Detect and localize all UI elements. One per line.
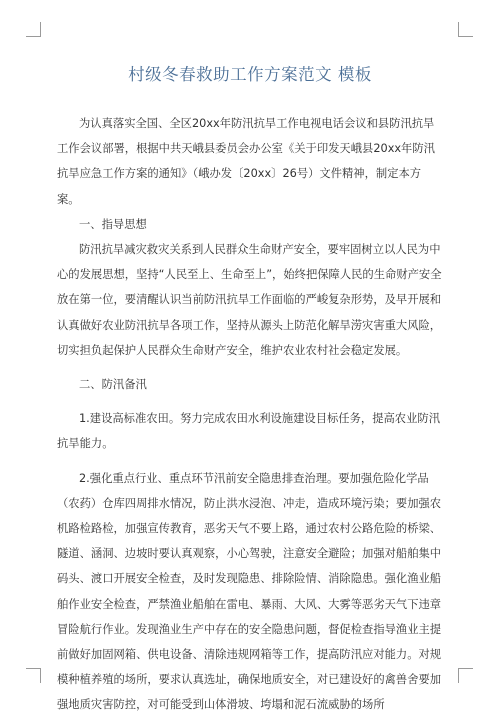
- item-1-paragraph: 1.建设高标准农田。努力完成农田水利设施建设目标任务，提高农业防汛抗旱能力。: [57, 412, 440, 451]
- section-heading-flood-preparation: 二、防汛备汛: [79, 378, 147, 392]
- intro-paragraph: 为认真落实全国、全区20xx年防汛抗旱工作电视电话会议和县防汛抗旱工作会议部署，根据中共天峨县委员会办公室《关于印发天峨县20xx年防汛抗旱应急工作方案的通知》（峨办发〔20xx〕26号）文件精神，制定本方案。: [57, 117, 435, 206]
- crop-mark-bottom-left: [26, 668, 41, 683]
- crop-mark-bottom-right: [458, 668, 473, 683]
- section-heading-guiding-ideology: 一、指导思想: [79, 217, 147, 231]
- document-body: [57, 111, 442, 718]
- document-title: 村级冬春救助工作方案范文 模板: [128, 65, 372, 84]
- crop-mark-top-left: [26, 22, 41, 37]
- crop-mark-top-right: [458, 22, 473, 37]
- item-2-paragraph: 2.强化重点行业、重点环节汛前安全隐患排查治理。要加强危险化学品（农药）仓库四周排水情况，防止洪水浸泡、冲走，造成环境污染；要加强农机路检路检，加强宣传教育，恶劣天气不要上路，通过农村公路危险的桥梁、隧道、涵洞、边坡时要认真观察，小心驾驶，注意安全避险；加强对船舶集中码头、渡口开展安全检查，及时发现隐患、排除险情、消除隐患。强化渔业船舶作业安全检查，严禁渔业船舶在雷电、暴雨、大风、大雾等恶劣天气下违章冒险航行作业。发现渔业生产中存在的安全隐患问题，督促检查指导渔业主提前做好加固网箱、供电设备、清除违规网箱等工作，提高防汛应对能力。对规模种植养殖的场所，要求认真选址，确保地质安全，对已建设好的禽兽舍要加强地质灾害防控，对可能受到山体滑坡、垮塌和泥石流威胁的场所: [57, 471, 442, 712]
- guiding-ideology-paragraph: 防汛抗旱减灾救灾关系到人民群众生命财产安全，要牢固树立以人民为中心的发展思想，坚持“人民至上、生命至上”，始终把保障人民的生命财产安全放在第一位，要清醒认识当前防汛抗旱工作面临的严峻复杂形势，及早开展和认真做好农业防汛抗旱各项工作，坚持从源头上防范化解旱涝灾害重大风险，切实担负起保护人民群众生命财产安全，维护农业农村社会稳定发展。: [57, 243, 442, 357]
